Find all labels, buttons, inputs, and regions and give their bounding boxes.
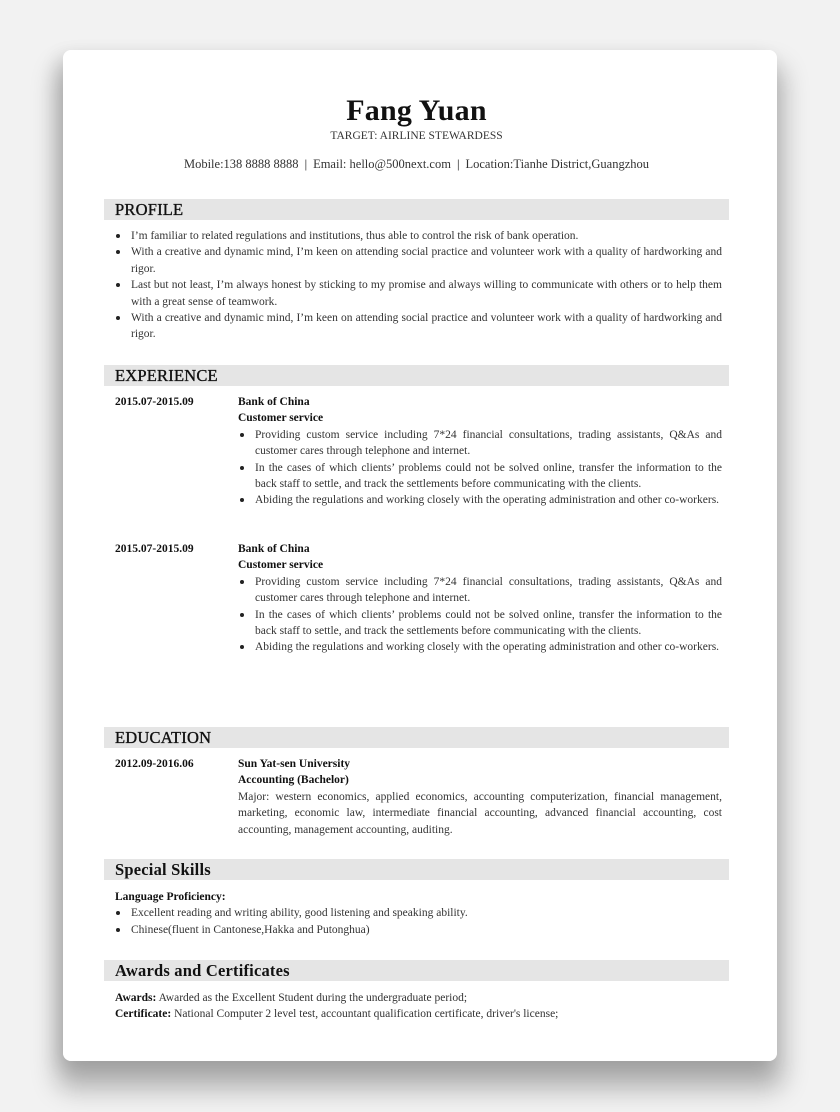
awards-section bbox=[104, 990, 729, 1023]
contact-mobile: Mobile:138 8888 8888 bbox=[183, 157, 299, 171]
profile-item: Last but not least, I’m always honest by sticking to my promise and always willing to communicate with others or to help them with a great sense of teamwork. bbox=[104, 277, 729, 310]
section-header-awards bbox=[104, 960, 729, 981]
entry-body bbox=[238, 541, 722, 656]
contact-location: Location:Tianhe District,Guangzhou bbox=[465, 157, 650, 171]
entry-date: 2015.07-2015.09 bbox=[115, 396, 194, 408]
section-title: EDUCATION bbox=[115, 728, 212, 747]
section-title: Special Skills bbox=[115, 860, 211, 879]
duty-item: Providing custom service including 7*24 financial consultations, trading assistants, Q&As and customer cares through telephone and internet. bbox=[238, 574, 722, 607]
duty-item: In the cases of which clients’ problems could not be solved online, transfer the information to the back staff to settle, and track the settlements before communicating with the clients. bbox=[238, 607, 722, 640]
skills-subheading: Language Proficiency: bbox=[115, 891, 226, 903]
awards-label: Awards: bbox=[115, 992, 157, 1004]
skill-item: Chinese(fluent in Cantonese,Hakka and Putonghua) bbox=[104, 922, 729, 938]
section-title: EXPERIENCE bbox=[115, 366, 218, 385]
entry-duties bbox=[238, 427, 722, 509]
skills-list bbox=[104, 905, 729, 938]
contact-email[interactable]: Email: hello@500next.com bbox=[313, 157, 451, 171]
entry-date: 2012.09-2016.06 bbox=[115, 758, 194, 770]
section-title: Awards and Certificates bbox=[115, 961, 290, 980]
education-description: Major: western economics, applied economics, accounting computerization, financial management, marketing, economic law, intermediate financial accounting, advanced financial accounting, cost accounting, management accounting, auditing. bbox=[238, 790, 722, 836]
section-title: PROFILE bbox=[115, 200, 184, 219]
entry-body bbox=[238, 394, 722, 509]
candidate-name: Fang Yuan bbox=[346, 94, 487, 127]
entry-role: Customer service bbox=[238, 559, 324, 572]
entry-date: 2015.07-2015.09 bbox=[115, 543, 194, 555]
duty-item: Providing custom service including 7*24 financial consultations, trading assistants, Q&As and customer cares through telephone and internet. bbox=[238, 427, 722, 460]
contact-separator: | bbox=[304, 157, 308, 171]
job-target: TARGET: AIRLINE STEWARDESS bbox=[330, 130, 503, 142]
section-header-skills bbox=[104, 859, 729, 880]
duty-item: Abiding the regulations and working closely with the operating administration and other co-workers. bbox=[238, 492, 722, 508]
section-header-experience bbox=[104, 365, 729, 386]
duty-item: Abiding the regulations and working closely with the operating administration and other co-workers. bbox=[238, 639, 722, 655]
section-header-education bbox=[104, 727, 729, 748]
certificate-text: National Computer 2 level test, accountant qualification certificate, driver's license; bbox=[174, 1008, 559, 1021]
duty-item: In the cases of which clients’ problems could not be solved online, transfer the information to the back staff to settle, and track the settlements before communicating with the clients. bbox=[238, 460, 722, 493]
resume-page bbox=[63, 50, 777, 1061]
education-degree: Accounting (Bachelor) bbox=[238, 774, 349, 787]
profile-item: With a creative and dynamic mind, I’m keen on attending social practice and volunteer work with a quality of hardworking and rigor. bbox=[104, 244, 729, 277]
education-school: Sun Yat-sen University bbox=[238, 758, 351, 770]
profile-list bbox=[104, 228, 729, 343]
profile-item: I’m familiar to related regulations and institutions, thus able to control the risk of bank operation. bbox=[104, 228, 729, 244]
entry-body bbox=[238, 756, 722, 838]
skills-section bbox=[104, 889, 729, 938]
section-header-profile bbox=[104, 199, 729, 220]
entry-role: Customer service bbox=[238, 412, 324, 425]
awards-line bbox=[104, 990, 729, 1006]
awards-text: Awarded as the Excellent Student during the undergraduate period; bbox=[158, 992, 468, 1004]
profile-section bbox=[104, 228, 729, 343]
entry-organization: Bank of China bbox=[238, 543, 310, 555]
skill-item: Excellent reading and writing ability, good listening and speaking ability. bbox=[104, 905, 729, 921]
contact-line bbox=[104, 157, 729, 172]
profile-item: With a creative and dynamic mind, I’m keen on attending social practice and volunteer work with a quality of hardworking and rigor. bbox=[104, 310, 729, 343]
entry-duties bbox=[238, 574, 722, 656]
certificate-label: Certificate: bbox=[115, 1008, 172, 1021]
entry-organization: Bank of China bbox=[238, 396, 310, 408]
contact-separator: | bbox=[456, 157, 460, 171]
certificate-line bbox=[104, 1006, 729, 1022]
